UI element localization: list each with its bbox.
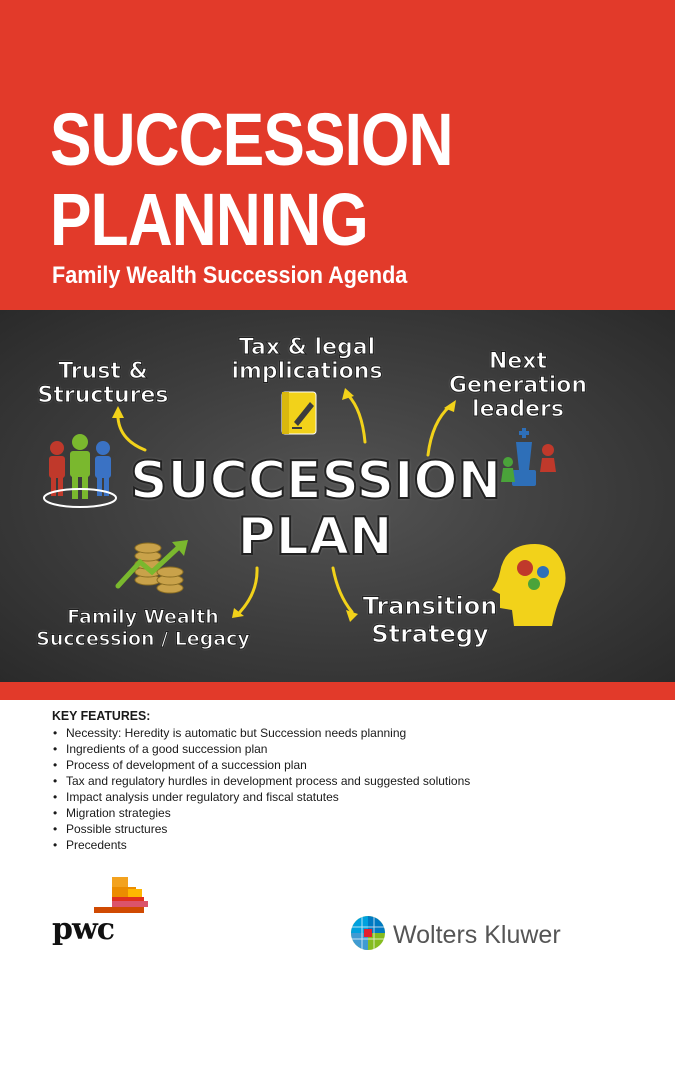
legal-notebook-icon <box>282 392 316 434</box>
list-item: • Possible structures <box>52 821 652 837</box>
chess-pieces-icon <box>501 428 556 486</box>
key-features-list <box>52 725 652 853</box>
list-item: • Impact analysis under regulatory and fiscal statutes <box>52 789 652 805</box>
transition-strategy-label: Transition Strategy <box>362 592 498 648</box>
arrow-to-trust-icon <box>118 418 145 450</box>
wolters-kluwer-globe-icon <box>350 915 386 951</box>
key-features-section <box>52 708 652 853</box>
list-item: • Precedents <box>52 837 652 853</box>
book-title <box>50 100 453 260</box>
list-item: • Necessity: Heredity is automatic but Succession needs planning <box>52 725 652 741</box>
list-item: • Tax and regulatory hurdles in development process and suggested solutions <box>52 773 652 789</box>
list-item: • Migration strategies <box>52 805 652 821</box>
pwc-wordmark: pwc <box>52 912 115 947</box>
list-item: • Process of development of a succession plan <box>52 757 652 773</box>
arrow-to-tax-icon <box>348 395 365 442</box>
key-features-heading: KEY FEATURES: <box>52 708 151 723</box>
trust-structures-label: Trust & Structures <box>37 359 169 408</box>
succession-plan-heading: SUCCESSION PLAN <box>130 451 502 567</box>
book-subtitle: Family Wealth Succession Agenda <box>52 262 408 289</box>
next-generation-label: Next Generation leaders <box>448 349 588 422</box>
book-title-line-2: PLANNING <box>50 178 368 261</box>
book-title-line-1: SUCCESSION <box>50 98 453 181</box>
family-wealth-label: Family Wealth Succession / Legacy <box>36 606 250 650</box>
list-item: • Ingredients of a good succession plan <box>52 741 652 757</box>
wolters-kluwer-wordmark: Wolters Kluwer <box>393 921 561 949</box>
people-icon <box>44 434 116 507</box>
tax-legal-label: Tax & legal implications <box>231 335 383 384</box>
red-divider-stripe <box>0 682 675 700</box>
